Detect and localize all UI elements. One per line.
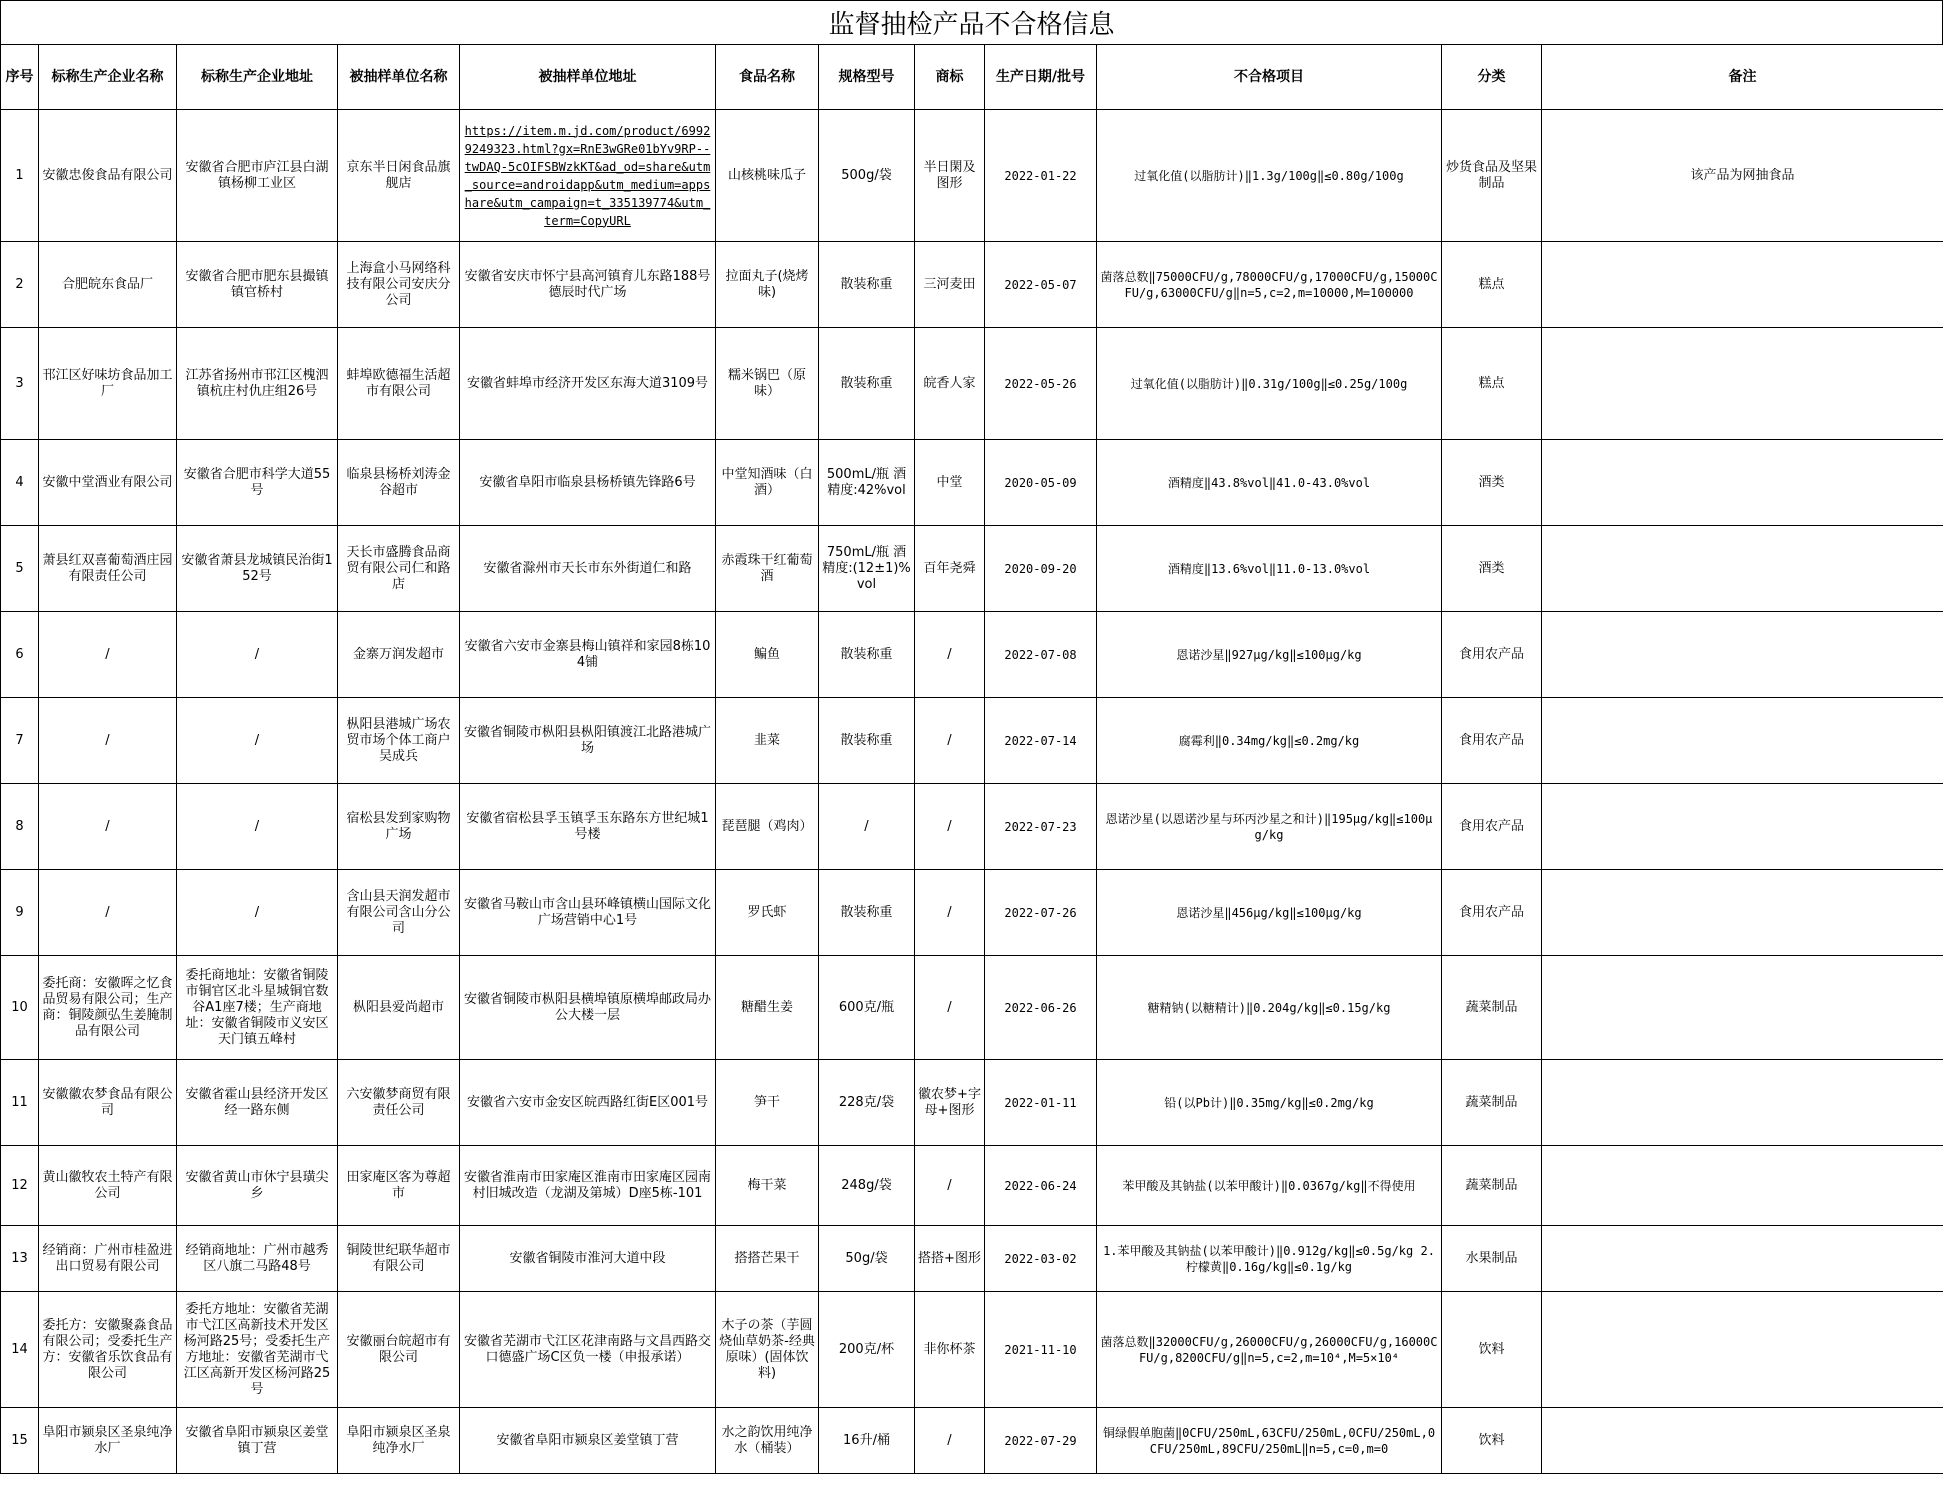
cell-maker-name: /: [39, 784, 177, 870]
cell-sampled-address: 安徽省马鞍山市含山县环峰镇横山国际文化广场营销中心1号: [460, 870, 716, 956]
cell-row-number: 11: [1, 1060, 39, 1146]
cell-sampled-address: 安徽省六安市金寨县梅山镇祥和家园8栋104铺: [460, 612, 716, 698]
cell-failed-item: 苯甲酸及其钠盐(以苯甲酸计)‖0.0367g/kg‖不得使用: [1097, 1146, 1442, 1226]
cell-failed-item: 酒精度‖13.6%vol‖11.0-13.0%vol: [1097, 526, 1442, 612]
cell-maker-name: 黄山徽牧农土特产有限公司: [39, 1146, 177, 1226]
cell-production-date: 2022-05-26: [985, 328, 1097, 440]
table-row: [1, 956, 1943, 1060]
cell-maker-name: 邗江区好味坊食品加工厂: [39, 328, 177, 440]
cell-failed-item: 过氧化值(以脂肪计)‖1.3g/100g‖≤0.80g/100g: [1097, 110, 1442, 242]
table-row: [1, 1146, 1943, 1226]
cell-maker-name: 安徽忠俊食品有限公司: [39, 110, 177, 242]
cell-sampled-unit: 田家庵区客为尊超市: [338, 1146, 460, 1226]
cell-food-name: 笋干: [716, 1060, 819, 1146]
cell-category: 饮料: [1442, 1292, 1542, 1408]
cell-sampled-address: 安徽省宿松县孚玉镇孚玉东路东方世纪城1号楼: [460, 784, 716, 870]
cell-failed-item: 过氧化值(以脂肪计)‖0.31g/100g‖≤0.25g/100g: [1097, 328, 1442, 440]
cell-spec: 散装称重: [819, 870, 915, 956]
cell-failed-item: 铅(以Pb计)‖0.35mg/kg‖≤0.2mg/kg: [1097, 1060, 1442, 1146]
table-row: [1, 1408, 1943, 1474]
cell-row-number: 12: [1, 1146, 39, 1226]
table-row: [1, 1292, 1943, 1408]
header-category: 分类: [1442, 45, 1542, 110]
cell-category: 炒货食品及坚果制品: [1442, 110, 1542, 242]
cell-production-date: 2022-06-24: [985, 1146, 1097, 1226]
cell-brand: /: [915, 698, 985, 784]
cell-maker-address: 安徽省合肥市庐江县白湖镇杨柳工业区: [177, 110, 338, 242]
header-sampled-unit: 被抽样单位名称: [338, 45, 460, 110]
cell-maker-address: 安徽省萧县龙城镇民治街152号: [177, 526, 338, 612]
cell-spec: 500g/袋: [819, 110, 915, 242]
cell-sampled-address: 安徽省阜阳市临泉县杨桥镇先锋路6号: [460, 440, 716, 526]
cell-maker-address: /: [177, 612, 338, 698]
header-brand: 商标: [915, 45, 985, 110]
cell-sampled-address: 安徽省阜阳市颍泉区姜堂镇丁营: [460, 1408, 716, 1474]
cell-sampled-address: 安徽省铜陵市淮河大道中段: [460, 1226, 716, 1292]
table-row: [1, 698, 1943, 784]
header-sampled-address: 被抽样单位地址: [460, 45, 716, 110]
cell-note: [1542, 784, 1943, 870]
inspection-table: [0, 44, 1943, 1474]
cell-food-name: 琵琶腿（鸡肉）: [716, 784, 819, 870]
cell-row-number: 1: [1, 110, 39, 242]
cell-category: 食用农产品: [1442, 870, 1542, 956]
cell-spec: 散装称重: [819, 698, 915, 784]
cell-category: 水果制品: [1442, 1226, 1542, 1292]
cell-sampled-address: 安徽省滁州市天长市东外街道仁和路: [460, 526, 716, 612]
cell-failed-item: 铜绿假单胞菌‖0CFU/250mL,63CFU/250mL,0CFU/250mL,0CFU/250mL,89CFU/250mL‖n=5,c=0,m=0: [1097, 1408, 1442, 1474]
cell-note: [1542, 698, 1943, 784]
table-row: [1, 328, 1943, 440]
cell-food-name: 糯米锅巴（原味）: [716, 328, 819, 440]
cell-maker-name: 委托方：安徽聚淼食品有限公司；受委托生产方：安徽省乐饮食品有限公司: [39, 1292, 177, 1408]
cell-brand: /: [915, 784, 985, 870]
cell-food-name: 水之韵饮用纯净水（桶装）: [716, 1408, 819, 1474]
cell-brand: 百年尧舜: [915, 526, 985, 612]
cell-food-name: 搭搭芒果干: [716, 1226, 819, 1292]
cell-maker-name: /: [39, 870, 177, 956]
cell-sampled-unit: 金寨万润发超市: [338, 612, 460, 698]
cell-row-number: 5: [1, 526, 39, 612]
cell-maker-name: /: [39, 698, 177, 784]
cell-brand: 中堂: [915, 440, 985, 526]
cell-brand: 徽农梦+字母+图形: [915, 1060, 985, 1146]
cell-row-number: 6: [1, 612, 39, 698]
cell-row-number: 8: [1, 784, 39, 870]
cell-spec: 散装称重: [819, 328, 915, 440]
cell-production-date: 2020-09-20: [985, 526, 1097, 612]
table-row: [1, 526, 1943, 612]
cell-food-name: 梅干菜: [716, 1146, 819, 1226]
cell-production-date: 2022-07-14: [985, 698, 1097, 784]
cell-sampled-address: 安徽省芜湖市弋江区花津南路与文昌西路交口德盛广场C区负一楼（申报承诺）: [460, 1292, 716, 1408]
table-row: [1, 110, 1943, 242]
header-maker-address: 标称生产企业地址: [177, 45, 338, 110]
cell-brand: /: [915, 870, 985, 956]
cell-production-date: 2021-11-10: [985, 1292, 1097, 1408]
cell-row-number: 2: [1, 242, 39, 328]
cell-production-date: 2022-05-07: [985, 242, 1097, 328]
cell-food-name: 山核桃味瓜子: [716, 110, 819, 242]
cell-maker-address: 安徽省霍山县经济开发区经一路东侧: [177, 1060, 338, 1146]
cell-maker-address: 安徽省合肥市肥东县撮镇镇官桥村: [177, 242, 338, 328]
cell-failed-item: 酒精度‖43.8%vol‖41.0-43.0%vol: [1097, 440, 1442, 526]
cell-sampled-unit: 天长市盛腾食品商贸有限公司仁和路店: [338, 526, 460, 612]
cell-note: [1542, 1226, 1943, 1292]
cell-note: [1542, 956, 1943, 1060]
cell-maker-address: 委托商地址：安徽省铜陵市铜官区北斗星城铜官数谷A1座7楼；生产商地址：安徽省铜陵市义安区天门镇五峰村: [177, 956, 338, 1060]
cell-brand: 半日閑及图形: [915, 110, 985, 242]
cell-category: 饮料: [1442, 1408, 1542, 1474]
cell-production-date: 2022-01-22: [985, 110, 1097, 242]
cell-sampled-address: 安徽省淮南市田家庵区淮南市田家庵区园南村旧城改造（龙湖及第城）D座5栋-101: [460, 1146, 716, 1226]
cell-category: 酒类: [1442, 440, 1542, 526]
cell-production-date: 2022-03-02: [985, 1226, 1097, 1292]
cell-brand: 非你杯茶: [915, 1292, 985, 1408]
cell-maker-address: /: [177, 698, 338, 784]
cell-brand: 三河麦田: [915, 242, 985, 328]
cell-sampled-unit: 铜陵世纪联华超市有限公司: [338, 1226, 460, 1292]
cell-note: [1542, 1292, 1943, 1408]
cell-failed-item: 糖精钠(以糖精计)‖0.204g/kg‖≤0.15g/kg: [1097, 956, 1442, 1060]
header-food-name: 食品名称: [716, 45, 819, 110]
cell-category: 糕点: [1442, 242, 1542, 328]
cell-maker-address: 安徽省合肥市科学大道55号: [177, 440, 338, 526]
cell-food-name: 拉面丸子(烧烤味): [716, 242, 819, 328]
cell-note: 该产品为网抽食品: [1542, 110, 1943, 242]
cell-note: [1542, 612, 1943, 698]
cell-brand: /: [915, 612, 985, 698]
cell-food-name: 罗氏虾: [716, 870, 819, 956]
table-row: [1, 440, 1943, 526]
cell-sampled-address: 安徽省铜陵市枞阳县横埠镇原横埠邮政局办公大楼一层: [460, 956, 716, 1060]
cell-spec: 600克/瓶: [819, 956, 915, 1060]
cell-category: 蔬菜制品: [1442, 1060, 1542, 1146]
cell-food-name: 韭菜: [716, 698, 819, 784]
cell-maker-address: 江苏省扬州市邗江区槐泗镇杭庄村仇庄组26号: [177, 328, 338, 440]
cell-category: 糕点: [1442, 328, 1542, 440]
cell-row-number: 3: [1, 328, 39, 440]
cell-failed-item: 恩诺沙星(以恩诺沙星与环丙沙星之和计)‖195μg/kg‖≤100μg/kg: [1097, 784, 1442, 870]
cell-sampled-unit: 含山县天润发超市有限公司含山分公司: [338, 870, 460, 956]
cell-failed-item: 1.苯甲酸及其钠盐(以苯甲酸计)‖0.912g/kg‖≤0.5g/kg 2.柠檬黄‖0.16g/kg‖≤0.1g/kg: [1097, 1226, 1442, 1292]
cell-brand: /: [915, 956, 985, 1060]
cell-sampled-unit: 宿松县发到家购物广场: [338, 784, 460, 870]
cell-maker-name: 经销商：广州市桂盈进出口贸易有限公司: [39, 1226, 177, 1292]
table-row: [1, 870, 1943, 956]
cell-spec: 散装称重: [819, 612, 915, 698]
cell-spec: 248g/袋: [819, 1146, 915, 1226]
cell-food-name: 鳊鱼: [716, 612, 819, 698]
cell-category: 蔬菜制品: [1442, 1146, 1542, 1226]
header-failed-item: 不合格项目: [1097, 45, 1442, 110]
cell-failed-item: 恩诺沙星‖456μg/kg‖≤100μg/kg: [1097, 870, 1442, 956]
cell-spec: 500mL/瓶 酒精度:42%vol: [819, 440, 915, 526]
cell-note: [1542, 526, 1943, 612]
header-no: 序号: [1, 45, 39, 110]
cell-row-number: 4: [1, 440, 39, 526]
cell-maker-address: 经销商地址：广州市越秀区八旗二马路48号: [177, 1226, 338, 1292]
page-title: 监督抽检产品不合格信息: [0, 0, 1943, 44]
cell-note: [1542, 1060, 1943, 1146]
cell-sampled-unit: 枞阳县爱尚超市: [338, 956, 460, 1060]
cell-food-name: 糖醋生姜: [716, 956, 819, 1060]
cell-row-number: 15: [1, 1408, 39, 1474]
table-row: [1, 242, 1943, 328]
cell-maker-name: 委托商：安徽晖之忆食品贸易有限公司；生产商：铜陵颜弘生姜腌制品有限公司: [39, 956, 177, 1060]
cell-sampled-unit: 蚌埠欧德福生活超市有限公司: [338, 328, 460, 440]
cell-maker-name: 阜阳市颍泉区圣泉纯净水厂: [39, 1408, 177, 1474]
header-maker: 标称生产企业名称: [39, 45, 177, 110]
cell-sampled-address: 安徽省六安市金安区皖西路红街E区001号: [460, 1060, 716, 1146]
cell-brand: /: [915, 1408, 985, 1474]
cell-food-name: 中堂知酒味（白酒）: [716, 440, 819, 526]
cell-production-date: 2022-07-08: [985, 612, 1097, 698]
cell-maker-name: 合肥皖东食品厂: [39, 242, 177, 328]
cell-row-number: 13: [1, 1226, 39, 1292]
cell-maker-address: 安徽省黄山市休宁县璜尖乡: [177, 1146, 338, 1226]
cell-row-number: 10: [1, 956, 39, 1060]
cell-note: [1542, 1146, 1943, 1226]
cell-food-name: 木子の茶（芋圆烧仙草奶茶-经典原味）(固体饮料): [716, 1292, 819, 1408]
cell-sampled-address: 安徽省蚌埠市经济开发区东海大道3109号: [460, 328, 716, 440]
cell-spec: 228克/袋: [819, 1060, 915, 1146]
cell-sampled-address: 安徽省安庆市怀宁县高河镇育儿东路188号德辰时代广场: [460, 242, 716, 328]
cell-sampled-unit: 安徽丽台皖超市有限公司: [338, 1292, 460, 1408]
cell-maker-name: 安徽徽农梦食品有限公司: [39, 1060, 177, 1146]
cell-production-date: 2022-07-23: [985, 784, 1097, 870]
cell-spec: 50g/袋: [819, 1226, 915, 1292]
cell-note: [1542, 328, 1943, 440]
cell-maker-address: 委托方地址：安徽省芜湖市弋江区高新技术开发区杨河路25号；受委托生产方地址：安徽省芜湖市弋江区高新开发区杨河路25号: [177, 1292, 338, 1408]
cell-row-number: 9: [1, 870, 39, 956]
cell-production-date: 2020-05-09: [985, 440, 1097, 526]
cell-spec: 200克/杯: [819, 1292, 915, 1408]
header-date: 生产日期/批号: [985, 45, 1097, 110]
cell-maker-name: 安徽中堂酒业有限公司: [39, 440, 177, 526]
cell-sampled-unit: 上海盒小马网络科技有限公司安庆分公司: [338, 242, 460, 328]
cell-maker-address: /: [177, 784, 338, 870]
cell-row-number: 7: [1, 698, 39, 784]
cell-note: [1542, 870, 1943, 956]
cell-maker-name: 萧县红双喜葡萄酒庄园有限责任公司: [39, 526, 177, 612]
cell-sampled-unit: 阜阳市颍泉区圣泉纯净水厂: [338, 1408, 460, 1474]
cell-production-date: 2022-06-26: [985, 956, 1097, 1060]
cell-brand: 搭搭+图形: [915, 1226, 985, 1292]
cell-maker-address: /: [177, 870, 338, 956]
header-spec: 规格型号: [819, 45, 915, 110]
cell-maker-name: /: [39, 612, 177, 698]
cell-brand: 皖香人家: [915, 328, 985, 440]
cell-failed-item: 菌落总数‖75000CFU/g,78000CFU/g,17000CFU/g,15000CFU/g,63000CFU/g‖n=5,c=2,m=10000,M=100000: [1097, 242, 1442, 328]
cell-spec: 750mL/瓶 酒精度:(12±1)%vol: [819, 526, 915, 612]
cell-failed-item: 腐霉利‖0.34mg/kg‖≤0.2mg/kg: [1097, 698, 1442, 784]
cell-production-date: 2022-07-29: [985, 1408, 1097, 1474]
cell-spec: 散装称重: [819, 242, 915, 328]
cell-note: [1542, 440, 1943, 526]
cell-sampled-unit: 京东半日闲食品旗舰店: [338, 110, 460, 242]
cell-production-date: 2022-01-11: [985, 1060, 1097, 1146]
cell-brand: /: [915, 1146, 985, 1226]
cell-category: 食用农产品: [1442, 784, 1542, 870]
table-row: [1, 612, 1943, 698]
table-row: [1, 1226, 1943, 1292]
cell-spec: 16升/桶: [819, 1408, 915, 1474]
cell-maker-address: 安徽省阜阳市颍泉区姜堂镇丁营: [177, 1408, 338, 1474]
cell-category: 蔬菜制品: [1442, 956, 1542, 1060]
cell-spec: /: [819, 784, 915, 870]
cell-category: 酒类: [1442, 526, 1542, 612]
cell-sampled-address-link[interactable]: https://item.m.jd.com/product/69929249323.html?gx=RnE3wGRe01bYv9RP--twDAQ-5cOIFSBWzkKT&ad_od=share&utm_source=androidapp&utm_medium=appshare&utm_campaign=t_335139774&utm_term=CopyURL: [460, 110, 716, 242]
cell-note: [1542, 1408, 1943, 1474]
cell-failed-item: 恩诺沙星‖927μg/kg‖≤100μg/kg: [1097, 612, 1442, 698]
cell-sampled-address: 安徽省铜陵市枞阳县枞阳镇渡江北路港城广场: [460, 698, 716, 784]
cell-failed-item: 菌落总数‖32000CFU/g,26000CFU/g,26000CFU/g,16000CFU/g,8200CFU/g‖n=5,c=2,m=10⁴,M=5×10⁴: [1097, 1292, 1442, 1408]
header-row: [1, 45, 1943, 110]
cell-production-date: 2022-07-26: [985, 870, 1097, 956]
table-row: [1, 1060, 1943, 1146]
cell-category: 食用农产品: [1442, 698, 1542, 784]
cell-note: [1542, 242, 1943, 328]
cell-category: 食用农产品: [1442, 612, 1542, 698]
header-note: 备注: [1542, 45, 1943, 110]
cell-sampled-unit: 六安徽梦商贸有限责任公司: [338, 1060, 460, 1146]
cell-food-name: 赤霞珠干红葡萄酒: [716, 526, 819, 612]
cell-sampled-unit: 枞阳县港城广场农贸市场个体工商户吴成兵: [338, 698, 460, 784]
cell-row-number: 14: [1, 1292, 39, 1408]
cell-sampled-unit: 临泉县杨桥刘涛金谷超市: [338, 440, 460, 526]
table-row: [1, 784, 1943, 870]
